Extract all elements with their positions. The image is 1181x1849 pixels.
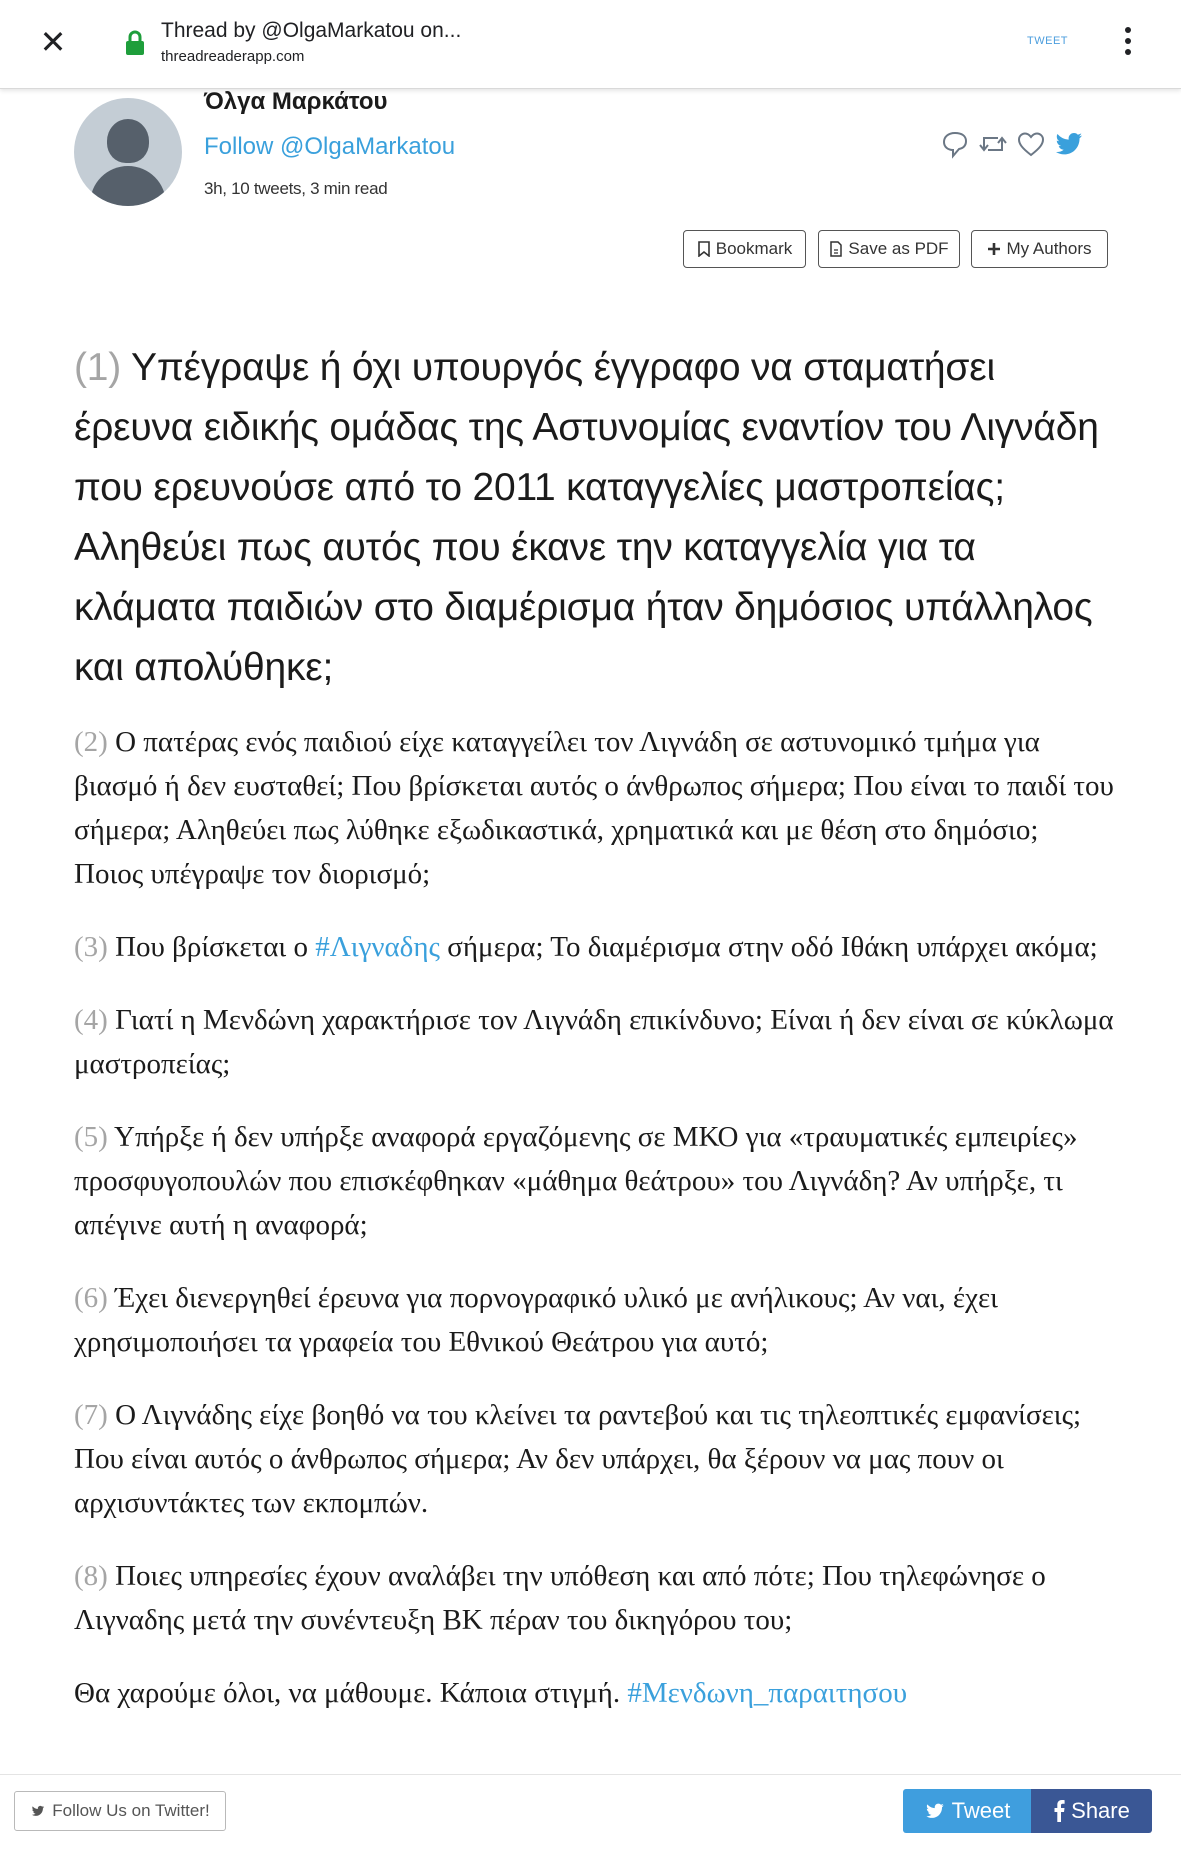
tweet-number: (8)	[74, 1560, 108, 1592]
share-label: Share	[1071, 1798, 1130, 1823]
browser-tweet-button[interactable]: TWEET	[1027, 35, 1068, 47]
tweet-label: Tweet	[951, 1798, 1011, 1823]
my-authors-button[interactable]	[971, 230, 1108, 268]
tweet-share-button[interactable]	[903, 1789, 1031, 1833]
tweet-actions	[940, 126, 1084, 162]
retweet-icon[interactable]	[978, 129, 1008, 159]
browser-page-title: Thread by @OlgaMarkatou on...	[161, 19, 462, 42]
reply-icon[interactable]	[940, 129, 970, 159]
my-authors-label: My Authors	[1006, 239, 1092, 258]
tweet-5	[74, 1115, 1114, 1247]
pdf-file-icon	[829, 241, 843, 257]
tweet-text: Ποιες υπηρεσίες έχουν αναλάβει την υπόθεση και από πότε; Που τηλεφώνησε ο Λιγναδης μετά την συνέντευξη ΒΚ πέραν του δικηγόρου του;	[74, 1560, 1046, 1636]
thread-meta: 3h, 10 tweets, 3 min read	[204, 179, 388, 198]
tweet-text: Που βρίσκεται ο	[115, 931, 308, 963]
thread-content	[74, 338, 1114, 1744]
tweet-text: Ο Λιγνάδης είχε βοηθό να του κλείνει τα ραντεβού και τις τηλεοπτικές εμφανίσεις; Που είναι αυτός ο άνθρωπος σήμερα; Αν δεν υπάρχει, θα ξέρουν να μας πουν οι αρχισυντάκτες των εκπομπών.	[74, 1399, 1082, 1519]
follow-author-link[interactable]: Follow @OlgaMarkatou	[204, 133, 456, 160]
facebook-icon	[1053, 1800, 1065, 1822]
lock-icon	[124, 30, 146, 56]
save-as-pdf-button[interactable]	[818, 230, 960, 268]
twitter-bird-icon	[924, 1801, 946, 1821]
twitter-bird-icon[interactable]	[1054, 129, 1084, 159]
tweet-7	[74, 1393, 1114, 1525]
tweet-number: (3)	[74, 931, 108, 963]
browser-url: threadreaderapp.com	[161, 48, 305, 65]
tweet-9	[74, 1671, 1114, 1715]
tweet-6	[74, 1276, 1114, 1364]
tweet-1	[74, 338, 1114, 698]
tweet-text: Γιατί η Μενδώνη χαρακτήρισε τον Λιγνάδη επικίνδυνο; Είναι ή δεν είναι σε κύκλωμα μαστροπείας;	[74, 1004, 1114, 1080]
browser-top-bar	[0, 0, 1181, 89]
footer-bar	[0, 1774, 1181, 1849]
tweet-text: σήμερα; Το διαμέρισμα στην οδό Ιθάκη υπάρχει ακόμα;	[447, 931, 1098, 963]
tweet-text: Θα χαρούμε όλοι, να μάθουμε. Κάποια στιγμή.	[74, 1677, 621, 1709]
author-name: Όλγα Μαρκάτου	[204, 88, 388, 115]
tweet-number: (4)	[74, 1004, 108, 1036]
hashtag-link[interactable]: #Λιγναδης	[315, 931, 440, 963]
avatar	[74, 98, 182, 206]
tweet-text: Ο πατέρας ενός παιδιού είχε καταγγείλει τον Λιγνάδη σε αστυνομικό τμήμα για βιασμό ή δεν ευσταθεί; Που βρίσκεται αυτός ο άνθρωπος σήμερα; Που είναι το παιδί του σήμερα; Αληθεύει πως λύθηκε εξωδικαστικά, χρηματικά και με θέση στο δημόσιο; Ποιος υπέγραψε τον διορισμό;	[74, 726, 1114, 890]
tweet-number: (7)	[74, 1399, 108, 1431]
twitter-bird-icon	[30, 1804, 46, 1818]
follow-us-label: Follow Us on Twitter!	[52, 1801, 210, 1820]
tweet-text: Έχει διενεργηθεί έρευνα για πορνογραφικό υλικό με ανήλικους; Αν ναι, έχει χρησιμοποιήσει τα γραφεία του Εθνικού Θεάτρου για αυτό;	[74, 1282, 998, 1358]
more-options-icon[interactable]	[1121, 24, 1135, 60]
close-icon[interactable]: ✕	[39, 24, 67, 60]
tweet-2	[74, 720, 1114, 896]
bookmark-icon	[697, 241, 711, 257]
tweet-number: (5)	[74, 1121, 108, 1153]
tweet-number: (1)	[74, 346, 122, 389]
plus-icon	[987, 241, 1001, 257]
like-icon[interactable]	[1016, 129, 1046, 159]
save-as-pdf-label: Save as PDF	[848, 239, 949, 258]
hashtag-link[interactable]: #Μενδωνη_παραιτησου	[627, 1677, 908, 1709]
tweet-text: Υπήρξε ή δεν υπήρξε αναφορά εργαζόμενης σε ΜΚΟ για «τραυματικές εμπειρίες» προσφυγοπουλών που επισκέφθηκαν «μάθημα θεάτρου» του Λιγνάδη? Αν υπήρξε, τι απέγινε αυτή η αναφορά;	[74, 1121, 1078, 1241]
tweet-8	[74, 1554, 1114, 1642]
tweet-text: Υπέγραψε ή όχι υπουργός έγγραφο να σταματήσει έρευνα ειδικής ομάδας της Αστυνομίας εναντίον του Λιγνάδη που ερευνούσε από το 2011 καταγγελίες μαστροπείας; Αληθεύει πως αυτός που έκανε την καταγγελία για τα κλάματα παιδιών στο διαμέρισμα ήταν δημόσιος υπάλληλος και απολύθηκε;	[74, 346, 1099, 689]
bookmark-label: Bookmark	[715, 239, 793, 258]
bookmark-button[interactable]	[683, 230, 806, 268]
tweet-3	[74, 925, 1114, 969]
tweet-number: (2)	[74, 726, 108, 758]
facebook-share-button[interactable]	[1031, 1789, 1152, 1833]
follow-us-button[interactable]	[14, 1791, 226, 1831]
tweet-number: (6)	[74, 1282, 108, 1314]
tweet-4	[74, 998, 1114, 1086]
